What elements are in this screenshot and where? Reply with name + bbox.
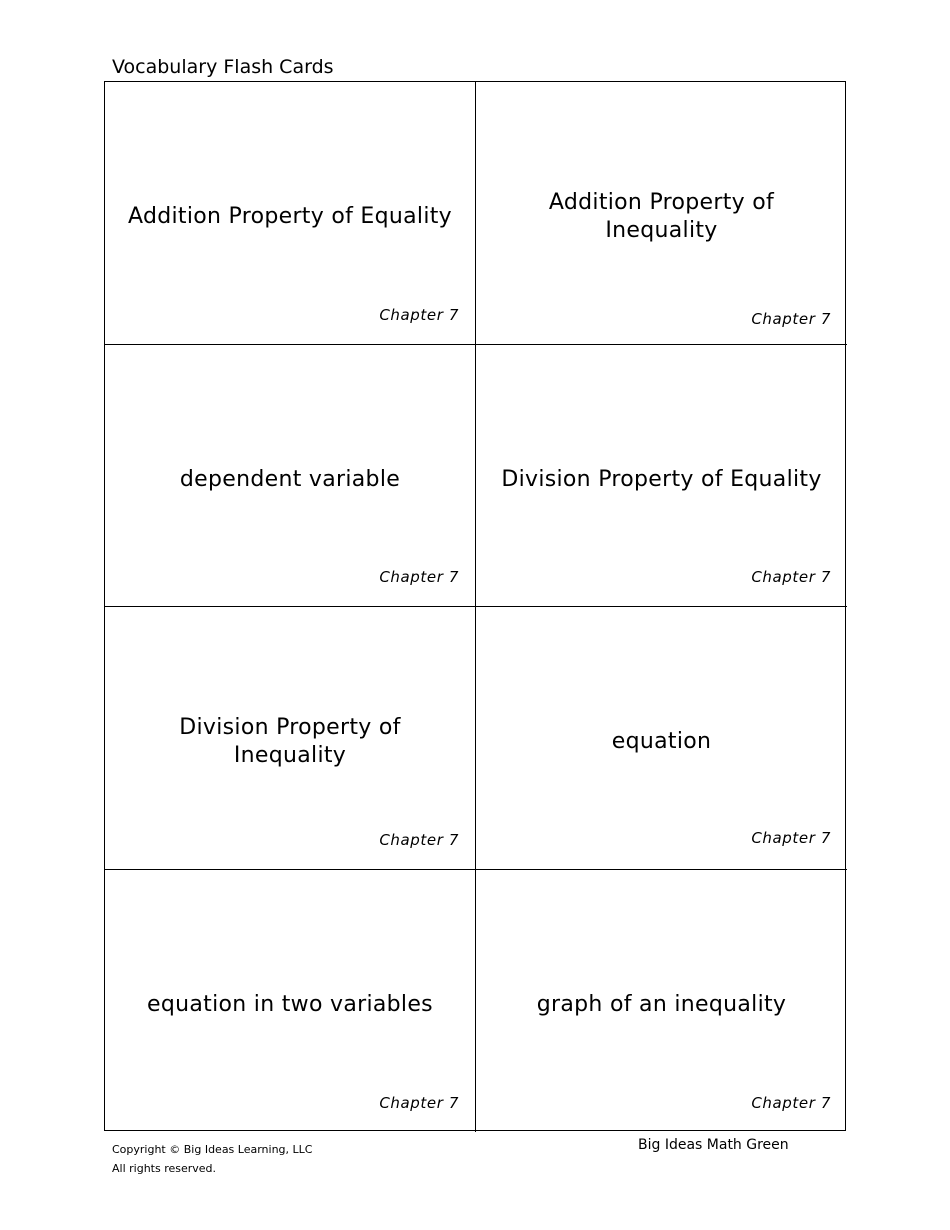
card-chapter: Chapter 7 (379, 568, 459, 586)
copyright-notice (112, 1140, 312, 1178)
card-term: Addition Property of Inequality (548, 190, 775, 243)
flash-card (105, 82, 476, 345)
card-chapter: Chapter 7 (751, 828, 831, 847)
card-term: graph of an inequality (536, 991, 787, 1017)
copyright-text: Copyright © Big Ideas Learning, LLC (112, 1143, 313, 1156)
card-term: dependent variable (179, 466, 401, 492)
card-term: Addition Property of Equality (128, 204, 452, 229)
flash-card (105, 345, 476, 608)
card-term: Division Property of Equality (501, 466, 822, 492)
rights-text: All rights reserved. (112, 1162, 217, 1175)
flash-card (105, 870, 476, 1133)
card-chapter: Chapter 7 (379, 1094, 459, 1112)
card-chapter: Chapter 7 (751, 309, 831, 328)
page-title: Vocabulary Flash Cards (112, 56, 334, 78)
card-term: Division Property of Inequality (179, 715, 401, 768)
flash-card-grid (104, 81, 846, 1131)
card-chapter: Chapter 7 (379, 830, 459, 849)
brand-label: Big Ideas Math Green (638, 1137, 789, 1153)
flash-card (476, 870, 847, 1133)
flash-card (476, 345, 847, 608)
flash-card (105, 607, 476, 870)
flash-card (476, 82, 847, 345)
card-term: equation (611, 729, 712, 754)
card-chapter: Chapter 7 (751, 568, 831, 586)
card-chapter: Chapter 7 (751, 1094, 831, 1112)
flash-card (476, 607, 847, 870)
card-chapter: Chapter 7 (379, 305, 459, 324)
card-term: equation in two variables (147, 991, 433, 1017)
